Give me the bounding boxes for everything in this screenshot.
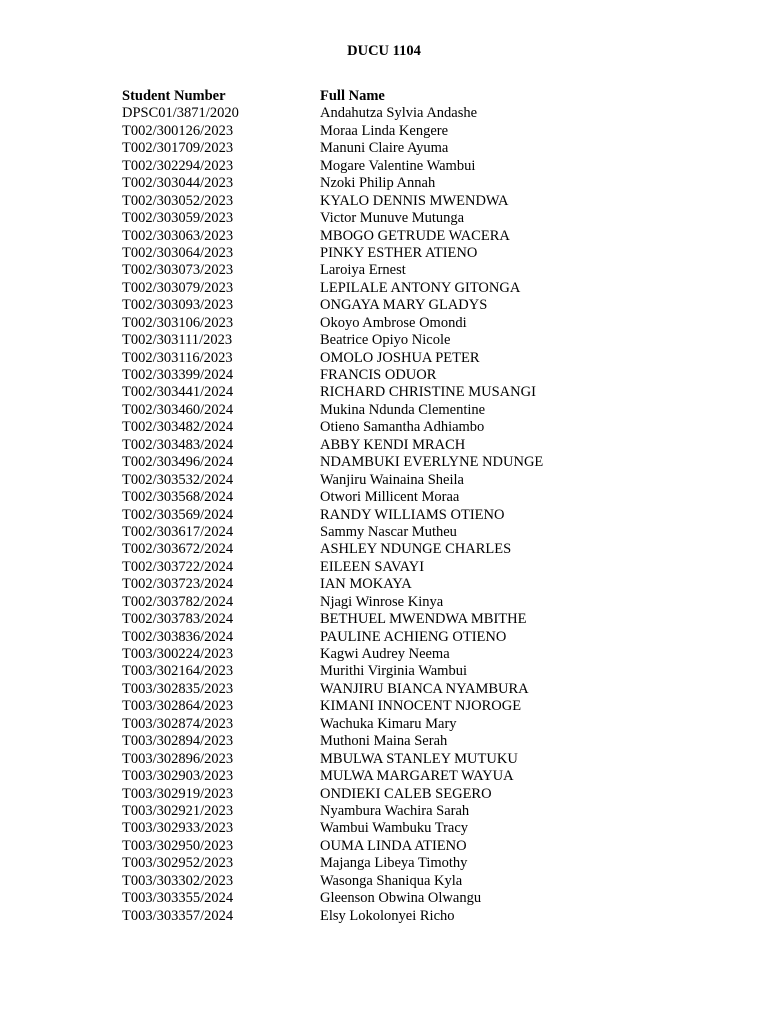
student-number-cell: T002/303496/2024 — [122, 454, 234, 471]
full-name-cell: PAULINE ACHIENG OTIENO — [320, 628, 507, 645]
student-number-cell: T003/302864/2023 — [122, 698, 234, 715]
table-row — [122, 524, 543, 541]
table-row — [122, 140, 543, 157]
full-name-cell: Elsy Lokolonyei Richo — [320, 907, 455, 924]
student-number-cell: T002/303044/2023 — [122, 175, 234, 192]
table-row — [122, 262, 543, 279]
full-name-cell: OMOLO JOSHUA PETER — [320, 349, 480, 366]
table-row — [122, 489, 543, 506]
full-name-cell: Okoyo Ambrose Omondi — [320, 314, 467, 331]
table-row — [122, 803, 543, 820]
student-number-cell: T002/303059/2023 — [122, 210, 234, 227]
student-number-cell: T003/302950/2023 — [122, 837, 234, 854]
student-number-cell: T002/303722/2024 — [122, 558, 234, 575]
table-row — [122, 123, 543, 140]
student-number-cell: T002/303460/2024 — [122, 401, 234, 418]
student-number-cell: T003/302919/2023 — [122, 785, 234, 802]
student-number-cell: T002/300126/2023 — [122, 122, 234, 139]
full-name-cell: RANDY WILLIAMS OTIENO — [320, 506, 505, 523]
student-number-cell: T002/303399/2024 — [122, 367, 234, 383]
table-row — [122, 315, 543, 332]
student-number-cell: T002/303116/2023 — [122, 349, 233, 366]
full-name-cell: Andahutza Sylvia Andashe — [320, 105, 478, 122]
full-name-cell: Mogare Valentine Wambui — [320, 157, 476, 174]
table-row — [122, 768, 543, 785]
student-number-cell: T002/303569/2024 — [122, 506, 234, 523]
full-name-cell: ABBY KENDI MRACH — [320, 436, 466, 453]
student-number-cell: T002/301709/2023 — [122, 140, 234, 157]
table-row — [122, 402, 543, 419]
table-row — [122, 663, 543, 680]
table-row — [122, 541, 543, 558]
full-name-cell: OUMA LINDA ATIENO — [320, 837, 467, 854]
student-number-cell: T002/303483/2024 — [122, 436, 234, 453]
student-number-cell: DPSC01/3871/2020 — [122, 105, 239, 122]
table-row — [122, 820, 543, 837]
table-body — [122, 105, 543, 925]
full-name-cell: KIMANI INNOCENT NJOROGE — [320, 698, 522, 715]
student-number-cell: T002/303783/2024 — [122, 611, 234, 628]
student-number-cell: T002/302294/2023 — [122, 157, 234, 174]
table-row — [122, 611, 543, 628]
student-number-cell: T002/303079/2023 — [122, 279, 234, 296]
table-row — [122, 280, 543, 297]
student-number-cell: T003/302835/2023 — [122, 680, 234, 697]
full-name-cell: Nyambura Wachira Sarah — [320, 802, 470, 819]
table-row — [122, 873, 543, 890]
student-number-cell: T002/303052/2023 — [122, 192, 234, 209]
student-number-cell: T003/302874/2023 — [122, 715, 234, 732]
table-row — [122, 576, 543, 593]
full-name-cell: Sammy Nascar Mutheu — [320, 523, 457, 540]
full-name-cell: Beatrice Opiyo Nicole — [320, 332, 451, 349]
table-row — [122, 716, 543, 733]
full-name-cell: Wasonga Shaniqua Kyla — [320, 872, 463, 889]
student-number-cell: T003/300224/2023 — [122, 646, 234, 662]
table-row — [122, 245, 543, 262]
table-row — [122, 228, 543, 245]
student-number-cell: T002/303063/2023 — [122, 227, 234, 244]
table-row — [122, 855, 543, 872]
full-name-cell: Wanjiru Wainaina Sheila — [320, 471, 464, 488]
student-table — [122, 88, 543, 925]
table-row — [122, 908, 543, 925]
table-row — [122, 367, 543, 384]
table-row — [122, 332, 543, 349]
full-name-cell: NDAMBUKI EVERLYNE NDUNGE — [320, 454, 544, 471]
student-number-cell: T002/303672/2024 — [122, 541, 234, 558]
page-title: DUCU 1104 — [347, 43, 421, 59]
table-row — [122, 210, 543, 227]
student-number-cell: T002/303064/2023 — [122, 244, 234, 261]
student-number-cell: T002/303106/2023 — [122, 314, 234, 331]
table-row — [122, 472, 543, 489]
student-number-cell: T002/303441/2024 — [122, 384, 234, 401]
table-row — [122, 838, 543, 855]
student-number-cell: T002/303568/2024 — [122, 489, 234, 506]
full-name-cell: MBOGO GETRUDE WACERA — [320, 227, 510, 244]
full-name-cell: ONGAYA MARY GLADYS — [320, 297, 488, 314]
table-row — [122, 350, 543, 367]
table-row — [122, 594, 543, 611]
student-number-cell: T002/303093/2023 — [122, 297, 234, 314]
full-name-cell: Wachuka Kimaru Mary — [320, 715, 457, 732]
table-row — [122, 437, 543, 454]
full-name-cell: Mukina Ndunda Clementine — [320, 401, 486, 418]
student-number-cell: T002/303111/2023 — [122, 332, 233, 349]
full-name-cell: WANJIRU BIANCA NYAMBURA — [320, 680, 529, 697]
full-name-cell: ONDIEKI CALEB SEGERO — [320, 785, 492, 802]
table-header-row — [122, 88, 543, 105]
full-name-cell: Murithi Virginia Wambui — [320, 663, 467, 680]
full-name-cell: KYALO DENNIS MWENDWA — [320, 192, 509, 209]
full-name-cell: Majanga Libeya Timothy — [320, 855, 468, 872]
full-name-cell: IAN MOKAYA — [320, 576, 412, 593]
full-name-cell: RICHARD CHRISTINE MUSANGI — [320, 384, 536, 401]
table-row — [122, 158, 543, 175]
table-row — [122, 384, 543, 401]
table-row — [122, 105, 543, 122]
table-row — [122, 751, 543, 768]
student-number-cell: T002/303617/2024 — [122, 523, 234, 540]
full-name-cell: Gleenson Obwina Olwangu — [320, 890, 482, 907]
full-name-cell: Victor Munuve Mutunga — [320, 210, 465, 227]
table-row — [122, 454, 543, 471]
student-number-cell: T003/303302/2023 — [122, 872, 234, 889]
table-row — [122, 193, 543, 210]
table-row — [122, 419, 543, 436]
student-number-cell: T003/302894/2023 — [122, 733, 234, 750]
student-number-cell: T002/303723/2024 — [122, 576, 234, 593]
full-name-cell: ASHLEY NDUNGE CHARLES — [320, 541, 512, 558]
full-name-cell: EILEEN SAVAYI — [320, 558, 425, 575]
student-number-cell: T003/302952/2023 — [122, 855, 234, 872]
full-name-cell: Muthoni Maina Serah — [320, 733, 448, 750]
full-name-cell: FRANCIS ODUOR — [320, 367, 437, 383]
student-number-cell: T002/303782/2024 — [122, 593, 234, 610]
table-row — [122, 733, 543, 750]
full-name-cell: BETHUEL MWENDWA MBITHE — [320, 611, 527, 628]
table-row — [122, 646, 543, 663]
full-name-cell: Kagwi Audrey Neema — [320, 646, 450, 662]
student-number-cell: T002/303073/2023 — [122, 262, 234, 279]
full-name-cell: Laroiya Ernest — [320, 262, 406, 279]
full-name-cell: Otieno Samantha Adhiambo — [320, 419, 485, 436]
full-name-cell: Nzoki Philip Annah — [320, 175, 436, 192]
table-row — [122, 559, 543, 576]
full-name-cell: Manuni Claire Ayuma — [320, 140, 449, 157]
table-row — [122, 175, 543, 192]
full-name-cell: Njagi Winrose Kinya — [320, 593, 444, 610]
full-name-cell: MULWA MARGARET WAYUA — [320, 768, 514, 785]
full-name-cell: LEPILALE ANTONY GITONGA — [320, 279, 521, 296]
full-name-cell: Moraa Linda Kengere — [320, 122, 449, 139]
table-row — [122, 629, 543, 646]
table-row — [122, 681, 543, 698]
column-header-student-number: Student Number — [122, 88, 226, 104]
table-row — [122, 698, 543, 715]
table-row — [122, 890, 543, 907]
student-number-cell: T003/302164/2023 — [122, 663, 234, 680]
full-name-cell: Wambui Wambuku Tracy — [320, 820, 469, 837]
table-row — [122, 297, 543, 314]
full-name-cell: PINKY ESTHER ATIENO — [320, 244, 478, 261]
full-name-cell: Otwori Millicent Moraa — [320, 489, 460, 506]
table-row — [122, 507, 543, 524]
student-number-cell: T002/303532/2024 — [122, 471, 234, 488]
student-number-cell: T003/302903/2023 — [122, 768, 234, 785]
student-number-cell: T003/302933/2023 — [122, 820, 234, 837]
student-number-cell: T003/303357/2024 — [122, 907, 234, 924]
student-number-cell: T002/303482/2024 — [122, 419, 234, 436]
full-name-cell: MBULWA STANLEY MUTUKU — [320, 750, 518, 767]
student-number-cell: T002/303836/2024 — [122, 628, 234, 645]
student-number-cell: T003/302896/2023 — [122, 750, 234, 767]
table-row — [122, 786, 543, 803]
student-number-cell: T003/302921/2023 — [122, 802, 234, 819]
column-header-full-name: Full Name — [320, 88, 385, 104]
student-number-cell: T003/303355/2024 — [122, 890, 234, 907]
